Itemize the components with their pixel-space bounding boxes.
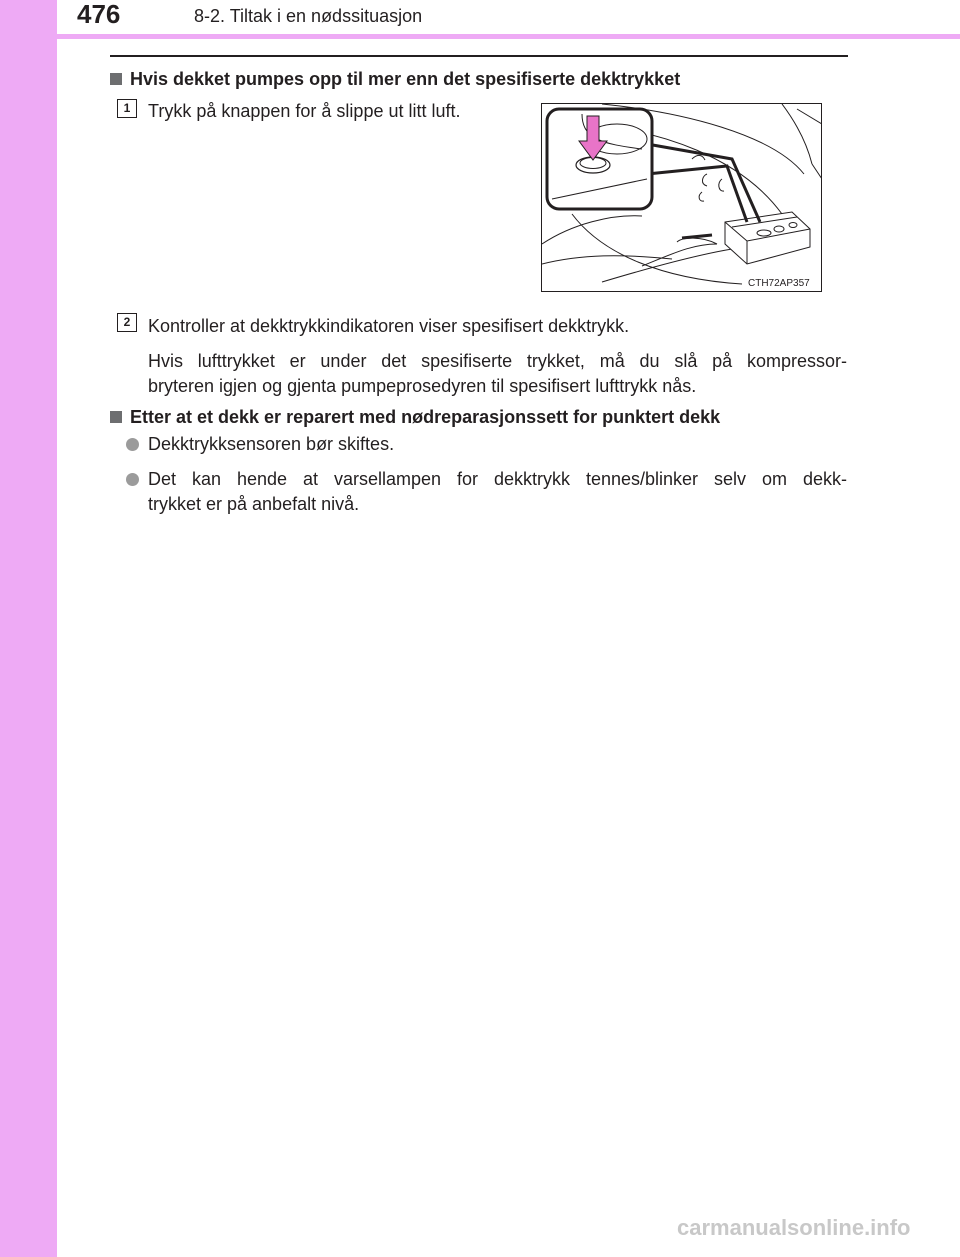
square-bullet-icon [110,73,122,85]
illustration-code: CTH72AP357 [748,278,810,289]
heading-text: Hvis dekket pumpes opp til mer enn det spesifiserte dekktrykket [130,69,681,89]
bullet-dot-icon [126,438,139,451]
step-2-text: Kontroller at dekktrykkindikatoren viser spesifisert dekktrykk. [148,316,630,336]
square-bullet-icon [110,411,122,423]
bullet-1-text: Dekktrykksensoren bør skiftes. [148,434,395,454]
compressor-illustration [541,103,822,292]
step-1-text: Trykk på knappen for å slippe ut litt luft. [148,101,461,121]
heading-overinflated [110,69,680,90]
divider [110,55,848,57]
step-2-note-line-1: Hvis lufttrykket er under det spesifiserte trykket, må du slå på kompressor- [148,351,847,371]
bullet-dot-icon [126,473,139,486]
page-number: 476 [77,0,121,29]
side-tab [0,0,57,1257]
step-number-2: 2 [117,313,137,332]
compressor-drawing [542,104,822,292]
heading-after-repair [110,407,720,428]
step-number-1: 1 [117,99,137,118]
watermark: carmanualsonline.info [677,1215,911,1240]
bullet-2-text-line-1: Det kan hende at varsellampen for dekktrykk tennes/blinker selv om dekk- [148,469,847,489]
bullet-2-text-line-2: trykket er på anbefalt nivå. [148,494,360,514]
heading-text: Etter at et dekk er reparert med nødreparasjonssett for punktert dekk [130,407,721,427]
step-2-note-line-2: bryteren igjen og gjenta pumpeprosedyren til spesifisert lufttrykk nås. [148,376,697,396]
header-bar [0,34,960,39]
section-title: 8-2. Tiltak i en nødssituasjon [194,6,423,26]
